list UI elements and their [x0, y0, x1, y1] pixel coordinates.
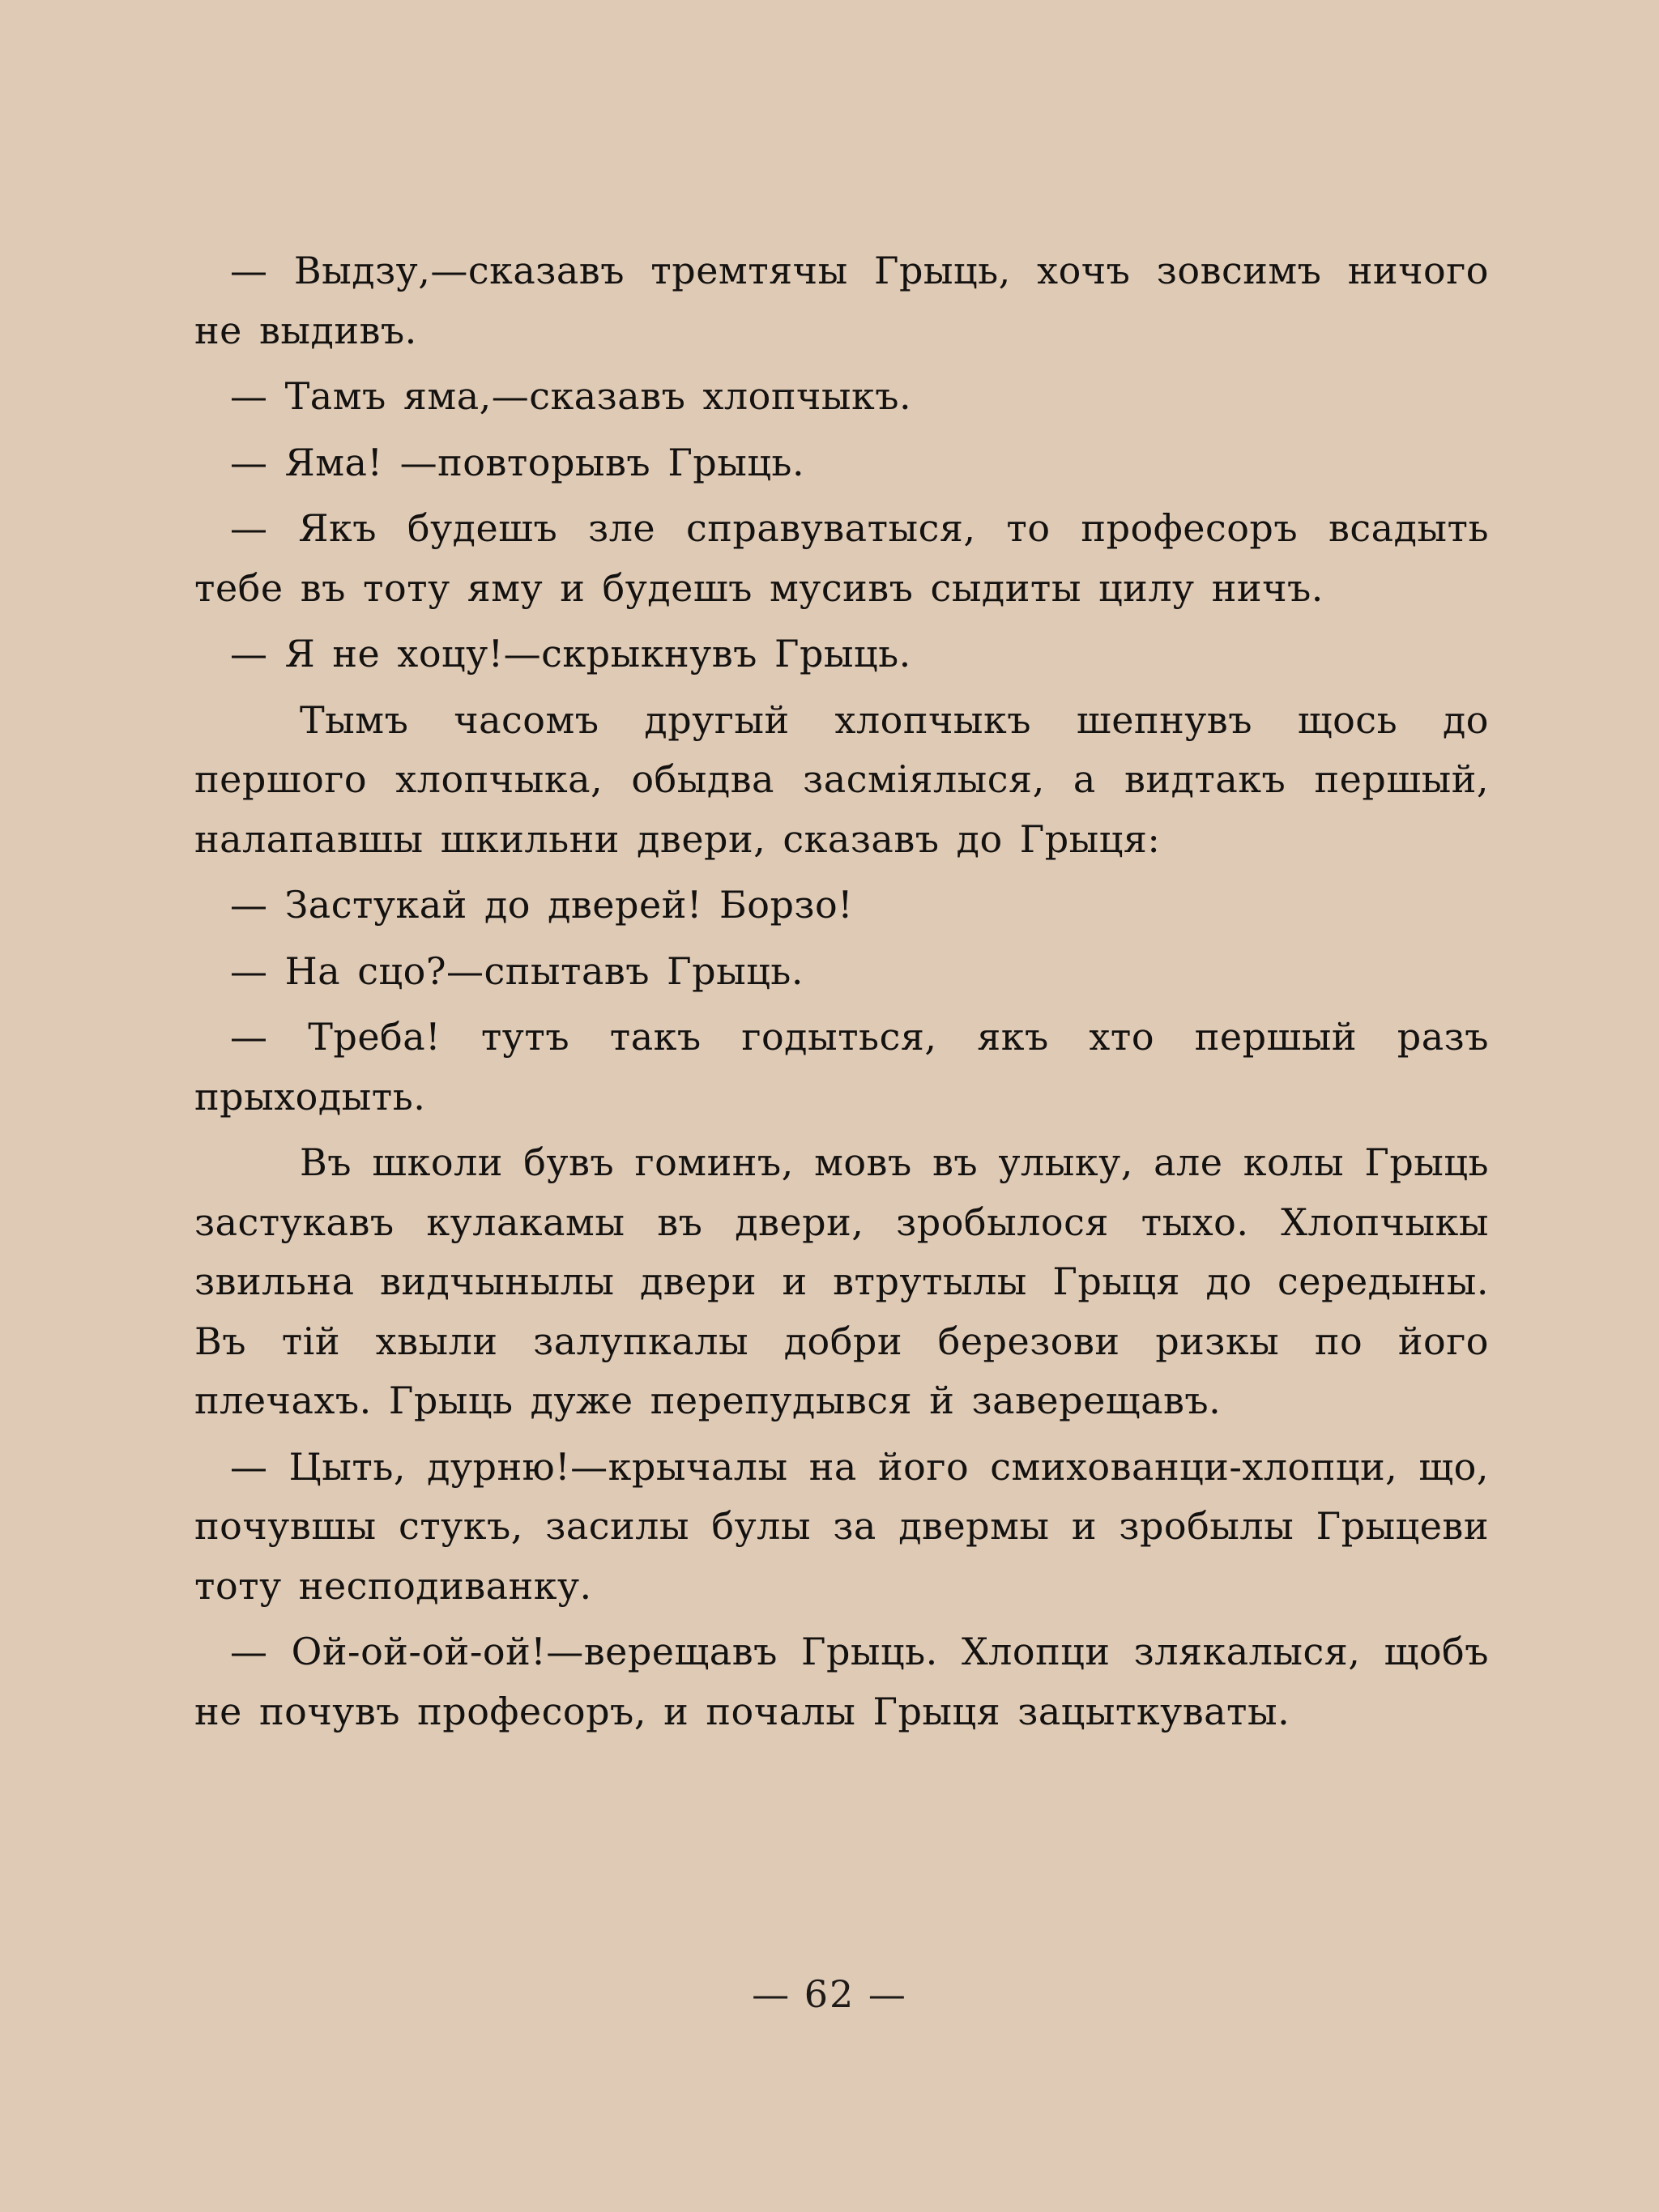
- paragraph-2: — Тамъ яма,—сказавъ хлопчыкъ.: [230, 374, 912, 418]
- paragraph-4: — Якъ будешъ зле справуватыся, то професоръ всадыть тебе въ тоту яму и будешъ мусивъ сыдиты цилу ничъ.: [194, 506, 1489, 610]
- paragraph-3: — Яма! —повторывъ Грыць.: [230, 440, 805, 484]
- page-text: [194, 241, 1489, 1748]
- page-number: — 62 —: [752, 1972, 907, 2016]
- paragraph-12: — Ой-ой-ой-ой!—верещавъ Грыць. Хлопци злякалыся, щобъ не почувъ професоръ, и почалы Грыця зацыткуваты.: [194, 1630, 1489, 1733]
- paragraph-6: Тымъ часомъ другый хлопчыкъ шепнувъ щось до першого хлопчыка, обыдва засміялыся, а видтакъ першый, налапавшы шкильни двери, сказавъ до Грыця:: [194, 697, 1489, 861]
- paragraph-7: — Застукай до дверей! Борзо!: [230, 883, 854, 927]
- paragraph-11: — Цыть, дурню!—крычалы на його смихованци-хлопци, що, почувшы стукъ, засилы булы за двермы и зробылы Грыцеви тоту несподиванку.: [194, 1444, 1489, 1608]
- paragraph-8: — На сцо?—спытавъ Грыць.: [230, 948, 804, 993]
- paragraph-5: — Я не хоцу!—скрыкнувъ Грыць.: [230, 632, 911, 676]
- paragraph-9: — Треба! тутъ такъ годыться, якъ хто першый разъ прыходыть.: [194, 1015, 1489, 1119]
- paragraph-10: Въ школи бувъ гоминъ, мовъ въ улыку, але колы Грыць застукавъ кулакамы въ двери, зробылося тыхо. Хлопчыкы звильна видчынылы двери и втрутылы Грыця до середыны. Въ тій хвыли залупкалы добри березови ризкы по його плечахъ. Грыць дуже перепудывся й заверещавъ.: [194, 1140, 1489, 1422]
- paragraph-1: — Выдзу,—сказавъ тремтячы Грыць, хочъ зовсимъ ничого не выдивъ.: [194, 249, 1489, 352]
